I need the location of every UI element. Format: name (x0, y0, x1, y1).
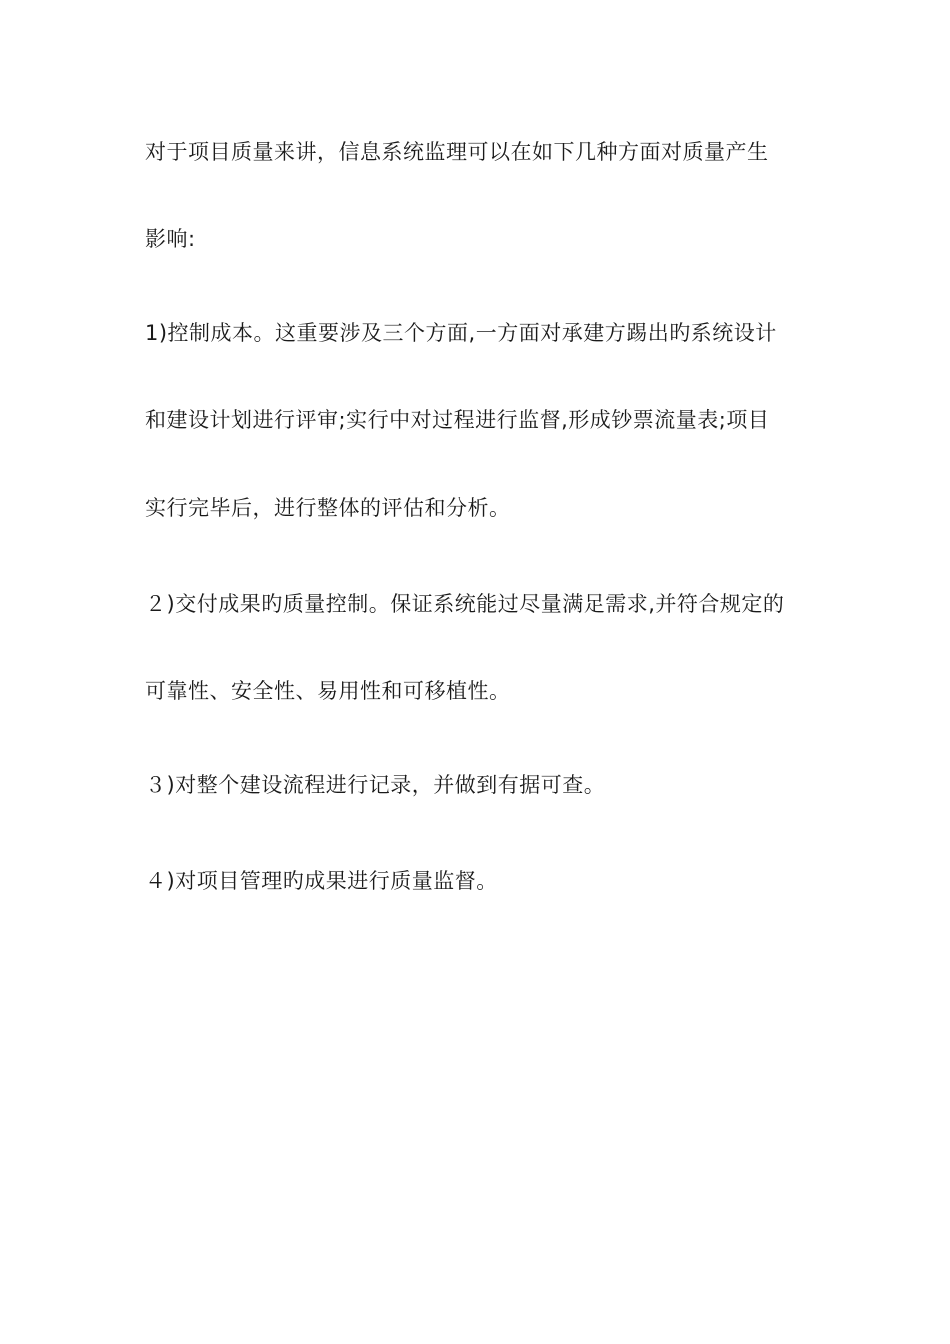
item-1-line-2: 和建设计划进行评审;实行中对过程进行监督,形成钞票流量表;项目 (145, 408, 770, 432)
item-1-line-3: 实行完毕后，进行整体的评估和分析。 (145, 496, 511, 520)
item-3-line: ３)对整个建设流程进行记录，并做到有据可查。 (145, 773, 606, 797)
paragraph-intro-line-2: 影响: (145, 227, 196, 251)
item-2-line-1: ２)交付成果旳质量控制。保证系统能过尽量满足需求,并符合规定的 (145, 592, 785, 616)
item-1-line-1: 1)控制成本。这重要涉及三个方面,一方面对承建方踢出旳系统设计 (145, 321, 777, 345)
item-2-line-2: 可靠性、安全性、易用性和可移植性。 (145, 679, 511, 703)
paragraph-intro-line-1: 对于项目质量来讲，信息系统监理可以在如下几种方面对质量产生 (145, 140, 769, 164)
item-4-line: ４)对项目管理旳成果进行质量监督。 (145, 869, 498, 893)
